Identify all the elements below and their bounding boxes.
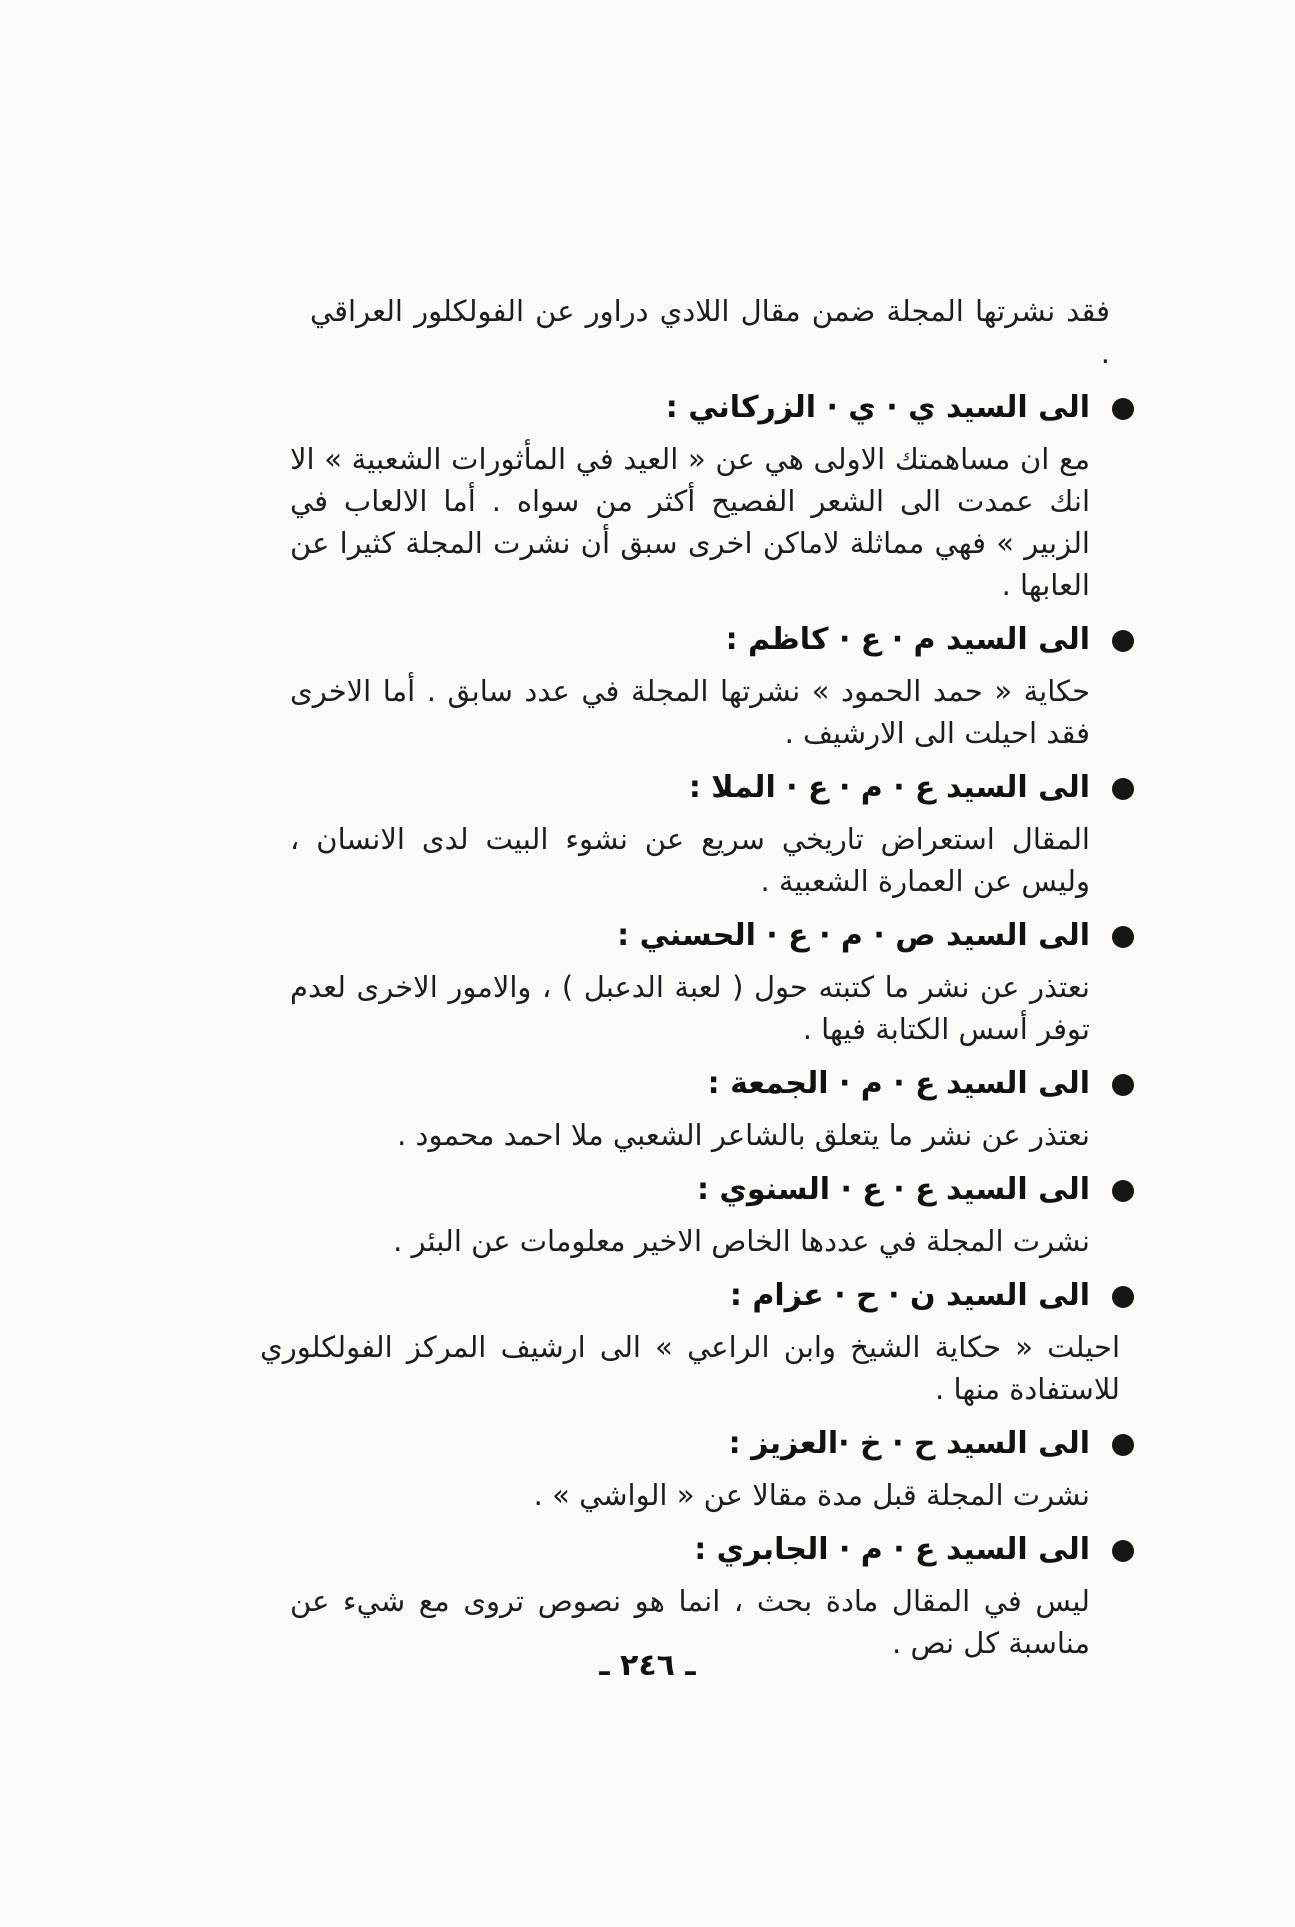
reply-entry [220,1164,1120,1262]
entry-heading: الى السيد ص · م · ع · الحسني : [617,918,1090,953]
entry-body: حكاية « حمد الحمود » نشرتها المجلة في عدد سابق . أما الاخرى فقد احيلت الى الارشيف . [290,674,1090,750]
entry-heading: الى السيد م · ع · كاظم : [725,622,1090,657]
entry-heading: الى السيد ع · م · ع · الملا : [688,770,1090,805]
bullet-icon [1112,630,1134,652]
entry-heading-row [220,1270,1120,1322]
bullet-icon [1112,1286,1134,1308]
bullet-icon [1112,398,1134,420]
entry-heading-row [220,762,1120,814]
entry-heading-row [220,1164,1120,1216]
entry-heading: الى السيد ع · ع · السنوي : [696,1172,1090,1207]
entry-body: نشرت المجلة قبل مدة مقالا عن « الواشي » . [533,1478,1090,1512]
page-content [220,290,1120,1664]
reply-entry [220,762,1120,902]
reply-entry [220,614,1120,754]
bullet-icon [1112,1540,1134,1562]
entry-heading-row [220,1418,1120,1470]
entry-body: ليس في المقال مادة بحث ، انما هو نصوص تروى مع شيء عن مناسبة كل نص . [290,1584,1090,1660]
reply-entry [220,1524,1120,1664]
intro-paragraph: فقد نشرتها المجلة ضمن مقال اللادي دراور عن الفولكلور العراقي . [310,294,1110,370]
bullet-icon [1112,1180,1134,1202]
bullet-icon [1112,926,1134,948]
bullet-icon [1112,778,1134,800]
entry-heading: الى السيد ي · ي · الزركاني : [665,390,1090,425]
reply-entry [220,1418,1120,1516]
reply-entry [220,1270,1120,1410]
entry-heading-row [220,1058,1120,1110]
bullet-icon [1112,1074,1134,1096]
bullet-icon [1112,1434,1134,1456]
entry-heading-row [220,1524,1120,1576]
entry-heading-row [220,614,1120,666]
entry-heading: الى السيد ح · خ ·العزيز : [728,1426,1090,1461]
entry-body: احيلت « حكاية الشيخ وابن الراعي » الى ارشيف المركز الفولكلوري للاستفادة منها . [260,1330,1120,1406]
entry-heading-row [220,382,1120,434]
reply-entry [220,382,1120,606]
entry-heading: الى السيد ع · م · الجمعة : [707,1066,1090,1101]
reply-entry [220,910,1120,1050]
entry-body: مع ان مساهمتك الاولى هي عن « العيد في المأثورات الشعبية » الا انك عمدت الى الشعر الفصيح أكثر من سواه . أما الالعاب في الزبير » فهي مماثلة لاماكن اخرى سبق أن نشرت المجلة كثيرا عن العابها . [290,442,1090,602]
entry-heading: الى السيد ع · م · الجابري : [694,1532,1090,1567]
entry-heading: الى السيد ن · ح · عزام : [729,1278,1090,1313]
page-number: ـ ٢٤٦ ـ [599,1648,696,1683]
entry-body: نشرت المجلة في عددها الخاص الاخير معلومات عن البئر . [393,1224,1090,1258]
entry-body: المقال استعراض تاريخي سريع عن نشوء البيت لدى الانسان ، وليس عن العمارة الشعبية . [290,822,1090,898]
entry-body: نعتذر عن نشر ما يتعلق بالشاعر الشعبي ملا احمد محمود . [397,1118,1090,1152]
reply-entry [220,1058,1120,1156]
entry-heading-row [220,910,1120,962]
entry-body: نعتذر عن نشر ما كتبته حول ( لعبة الدعبل ) ، والامور الاخرى لعدم توفر أسس الكتابة فيها . [290,970,1090,1046]
